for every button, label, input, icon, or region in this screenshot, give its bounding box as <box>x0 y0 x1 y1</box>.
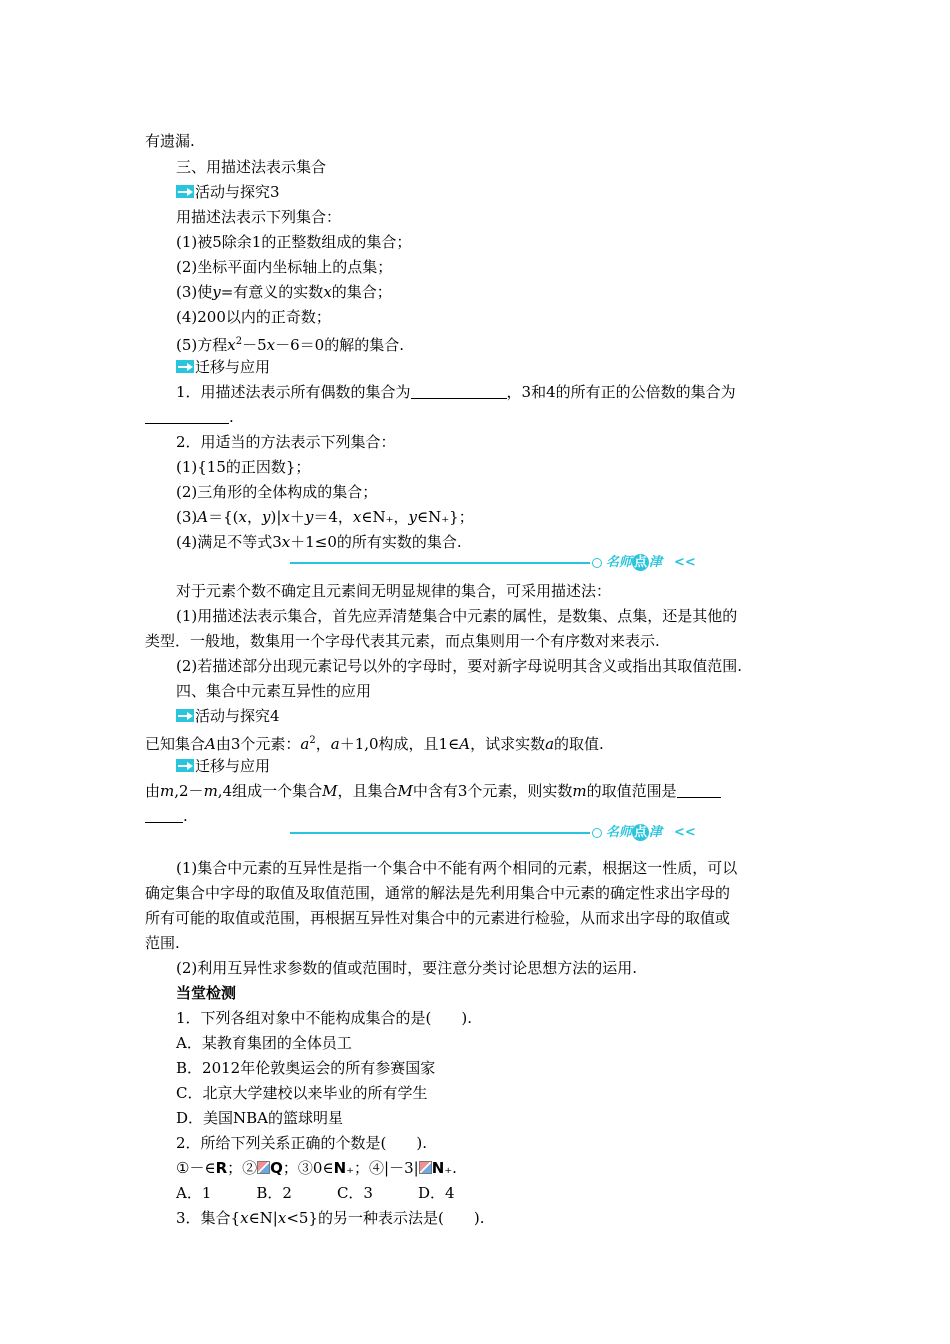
text-line: 范围. <box>145 934 180 952</box>
question-3: 3．集合{x∈N|x<5}的另一种表示法是( ). <box>176 1209 485 1227</box>
divider-rule <box>290 832 590 834</box>
text-line: 确定集合中字母的取值及取值范围，通常的解法是先利用集合中元素的确定性求出字母的 <box>145 884 731 902</box>
broken-image-icon <box>257 1161 270 1174</box>
answer-blank <box>411 384 507 399</box>
text-line: 由m,2－m,4组成一个集合M，且集合M中含有3个元素，则实数m的取值范围是 <box>145 781 721 801</box>
answer-blank <box>145 808 183 823</box>
circle-icon <box>592 558 602 568</box>
text-line: (4)满足不等式3x＋1≤0的所有实数的集合. <box>176 533 462 551</box>
text-line: (4)200以内的正奇数； <box>176 308 331 326</box>
tip-title: 名师 点 津 <box>606 825 663 840</box>
relations-line: ①－∈R；② Q；③0∈N₊；④|－3| N₊. <box>176 1159 457 1177</box>
text-line: 用描述法表示下列集合： <box>176 208 342 226</box>
text-line: (2)三角形的全体构成的集合； <box>176 483 378 501</box>
text-line: 所有可能的取值或范围，再根据互异性对集合中的元素进行检验，从而求出字母的取值或 <box>145 909 731 927</box>
text-line: (2)若描述部分出现元素记号以外的字母时，要对新字母说明其含义或指出其取值范围. <box>176 657 743 675</box>
tip-divider <box>290 553 700 573</box>
option-b: B．2012年伦敦奥运会的所有参赛国家 <box>176 1059 436 1077</box>
answer-blank <box>677 783 721 798</box>
arrow-icon <box>176 709 194 722</box>
text-line: 对于元素个数不确定且元素间无明显规律的集合，可采用描述法： <box>176 582 612 600</box>
text-line: (5)方程$x^2-5x-6=0$的解的集合. <box>176 336 404 354</box>
answer-blank <box>145 409 229 424</box>
activity-heading-4: 活动与探究4 <box>176 706 280 726</box>
text-line: (2)坐标平面内坐标轴上的点集； <box>176 258 393 276</box>
text-line: 类型．一般地，数集用一个字母代表其元素，而点集则用一个有序数对来表示. <box>145 632 660 650</box>
text-line: . <box>145 407 234 427</box>
text-line: (3)A＝{(x，y)|x＋y＝4，x∈N₊，y∈N₊}； <box>176 508 474 526</box>
divider-rule <box>290 562 590 564</box>
question-1: 1．下列各组对象中不能构成集合的是( ). <box>176 1009 473 1027</box>
arrow-icon <box>176 185 194 198</box>
text-line: 2．用适当的方法表示下列集合： <box>176 433 396 451</box>
arrow-icon <box>176 360 194 373</box>
activity-heading-3: 活动与探究3 <box>176 182 280 202</box>
text-line: (2)利用互异性求参数的值或范围时，要注意分类讨论思想方法的运用. <box>176 959 638 977</box>
arrow-icon <box>176 759 194 772</box>
question-2: 2．所给下列关系正确的个数是( ). <box>176 1134 428 1152</box>
chevron-left-icon: << <box>674 555 696 570</box>
answer-options: A．1 B．2 C．3 D．4 <box>176 1184 455 1202</box>
chevron-left-icon: << <box>674 825 696 840</box>
broken-image-icon <box>419 1161 432 1174</box>
tip-divider <box>290 823 700 843</box>
section-heading-4: 四、集合中元素互异性的应用 <box>176 682 372 700</box>
practice-heading: 迁移与应用 <box>176 357 270 377</box>
section-heading-check: 当堂检测 <box>176 984 237 1002</box>
text-line: (1){15的正因数}； <box>176 458 311 476</box>
text-line: (1)用描述法表示集合，首先应弄清楚集合中元素的属性，是数集、点集，还是其他的 <box>176 607 738 625</box>
option-d: D．美国NBA的篮球明星 <box>176 1109 344 1127</box>
text-line: (3)使y=有意义的实数x的集合； <box>176 283 392 301</box>
text-line: 有遗漏. <box>145 132 195 150</box>
text-line: 1．用描述法表示所有偶数的集合为 ，3和4的所有正的公倍数的集合为 <box>176 383 736 401</box>
option-c: C．北京大学建校以来毕业的所有学生 <box>176 1084 428 1102</box>
text-line: 已知集合A由3个元素：$a^2$，a＋1,0构成，且1∈A，试求实数a的取值. <box>145 735 604 753</box>
practice-heading: 迁移与应用 <box>176 756 270 776</box>
circle-icon <box>592 828 602 838</box>
tip-title: 名师 点 津 <box>606 555 663 570</box>
text-line: (1)被5除余1的正整数组成的集合； <box>176 233 412 251</box>
section-heading-3: 三、用描述法表示集合 <box>176 158 327 176</box>
option-a: A．某教育集团的全体员工 <box>176 1034 352 1052</box>
text-line: . <box>145 806 188 826</box>
text-line: (1)集合中元素的互异性是指一个集合中不能有两个相同的元素，根据这一性质，可以 <box>176 859 738 877</box>
